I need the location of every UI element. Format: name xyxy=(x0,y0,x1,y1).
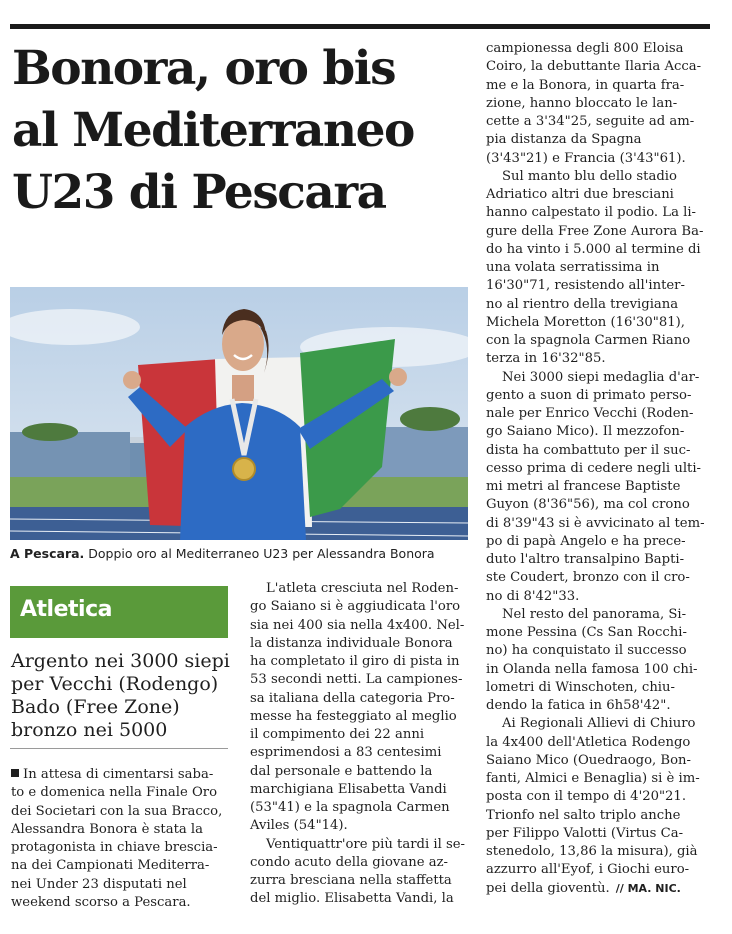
text-line xyxy=(486,533,708,551)
text-line-content: L'atleta cresciuta nel Roden- xyxy=(266,581,459,596)
text-line xyxy=(486,442,708,460)
text-line-content: Trionfo nel salto triplo anche xyxy=(486,807,681,823)
text-line-content: lometri di Winschoten, chiu- xyxy=(486,679,675,695)
text-line xyxy=(250,598,468,616)
text-line-content: dei Societari con la sua Bracco, xyxy=(11,803,223,819)
text-line-content: Nel resto del panorama, Si- xyxy=(502,606,687,622)
text-line xyxy=(486,515,708,533)
text-line-content: la 4x400 dell'Atletica Rodengo xyxy=(486,734,691,750)
text-line-content: del miglio. Elisabetta Vandi, la xyxy=(250,891,454,907)
text-line-content: dista ha combattuto per il suc- xyxy=(486,442,691,458)
section-label: Atletica xyxy=(20,597,112,622)
text-line xyxy=(250,763,468,781)
text-line-content: sa italiana della categoria Pro- xyxy=(250,690,455,706)
text-line xyxy=(11,876,227,894)
text-line xyxy=(486,77,708,95)
text-line-content: ha completato il giro di pista in xyxy=(250,654,460,669)
text-line xyxy=(486,277,708,295)
text-line-content: 53 secondi netti. La campiones- xyxy=(250,672,463,688)
photo-caption xyxy=(10,546,470,561)
text-line-content: hanno calpestato il podio. La li- xyxy=(486,205,697,221)
text-line-content: In attesa di cimentarsi saba- xyxy=(23,767,214,782)
text-line xyxy=(250,635,468,653)
text-line xyxy=(486,186,708,204)
text-line xyxy=(486,825,708,843)
text-line xyxy=(11,857,227,875)
text-line-content: no) ha conquistato il successo xyxy=(486,643,687,659)
text-line-content: in Olanda nella famosa 100 chi- xyxy=(486,661,698,677)
text-line xyxy=(250,690,468,708)
text-line-content: po di papà Angelo e ha prece- xyxy=(486,533,686,549)
text-line xyxy=(486,624,708,642)
article-photo xyxy=(10,287,468,540)
text-line-content: stenedolo, 13,86 la misura), già xyxy=(486,844,698,859)
text-line-content: di 8'39"43 si è avvicinato al tem- xyxy=(486,515,705,531)
text-line xyxy=(250,836,468,854)
text-line xyxy=(486,314,708,332)
text-line-content: duto l'altro transalpino Bapti- xyxy=(486,552,685,567)
headline-line: Bonora, oro bis xyxy=(12,41,396,96)
text-line xyxy=(486,569,708,587)
text-line xyxy=(486,697,708,715)
text-line xyxy=(250,799,468,817)
text-line xyxy=(486,204,708,222)
text-line xyxy=(250,817,468,835)
text-line-content: Saiano Mico (Ouedraogo, Bon- xyxy=(486,752,691,768)
text-line-content: per Filippo Valotti (Virtus Ca- xyxy=(486,825,684,841)
text-line xyxy=(486,58,708,76)
text-line-content: go Saiano si è aggiudicata l'oro xyxy=(250,599,461,615)
text-line xyxy=(486,715,708,733)
text-line-content: do ha vinto i 5.000 al termine di xyxy=(486,241,701,257)
text-line xyxy=(11,766,227,784)
text-line-content: pia distanza da Spagna xyxy=(486,132,642,148)
headline-line: U23 di Pescara xyxy=(12,165,386,220)
text-line-content: una volata serratissima in xyxy=(486,260,660,275)
text-line-content: Michela Moretton (16'30"81), xyxy=(486,314,685,330)
text-line-content: go Saiano Mico). Il mezzofon- xyxy=(486,424,685,440)
subheadline-line: Argento nei 3000 siepi xyxy=(11,650,230,672)
text-line xyxy=(11,821,227,839)
text-line xyxy=(486,606,708,624)
subheadline-rule xyxy=(10,748,228,749)
text-line xyxy=(11,894,227,912)
text-line xyxy=(250,653,468,671)
text-line xyxy=(250,708,468,726)
caption-lead: A Pescara. xyxy=(10,546,85,561)
text-line xyxy=(486,387,708,405)
text-line xyxy=(486,369,708,387)
text-line-content: cesso prima di cedere negli ulti- xyxy=(486,460,702,476)
article-column-2 xyxy=(250,580,468,909)
text-line xyxy=(486,259,708,277)
text-line xyxy=(250,744,468,762)
text-line xyxy=(250,872,468,890)
text-line xyxy=(486,788,708,806)
text-line-content: mone Pessina (Cs San Rocchi- xyxy=(486,625,687,640)
text-line-content: Nei 3000 siepi medaglia d'ar- xyxy=(502,369,700,385)
text-line-content: con la spagnola Carmen Riano xyxy=(486,333,691,348)
text-line-content: to e domenica nella Finale Oro xyxy=(11,785,218,801)
text-line-content: protagonista in chiave brescia- xyxy=(11,840,218,855)
text-line xyxy=(486,350,708,368)
text-line xyxy=(486,131,708,149)
text-line-content: ste Coudert, bronzo con il cro- xyxy=(486,570,690,586)
text-line-content: il compimento dei 22 anni xyxy=(250,727,425,742)
text-line-content: la distanza individuale Bonora xyxy=(250,635,453,651)
text-line-content: azzurro all'Eyof, i Giochi euro- xyxy=(486,862,690,878)
subheadline-line: per Vecchi (Rodengo) xyxy=(11,673,219,695)
text-line xyxy=(486,588,708,606)
headline xyxy=(12,38,472,224)
text-line-content: Guyon (8'36"56), ma col crono xyxy=(486,497,690,513)
text-line xyxy=(486,332,708,350)
text-line xyxy=(486,861,708,879)
text-line xyxy=(486,478,708,496)
text-line xyxy=(11,839,227,857)
text-line xyxy=(486,770,708,788)
text-line xyxy=(486,661,708,679)
text-line xyxy=(486,223,708,241)
text-line xyxy=(486,679,708,697)
text-line xyxy=(486,113,708,131)
text-line xyxy=(486,642,708,660)
headline-line: al Mediterraneo xyxy=(12,103,414,158)
text-line xyxy=(486,296,708,314)
text-line-content: posta con il tempo di 4'20"21. xyxy=(486,789,687,805)
text-line-content: Ai Regionali Allievi di Chiuro xyxy=(502,716,696,732)
text-line-content: marchigiana Elisabetta Vandi xyxy=(250,781,447,797)
text-line-content: dendo la fatica in 6h58'42". xyxy=(486,698,671,713)
subheadline-line: Bado (Free Zone) xyxy=(11,696,180,718)
subheadline xyxy=(11,650,233,742)
text-line xyxy=(486,880,708,898)
text-line xyxy=(486,460,708,478)
text-line-content: pei della gioventù. xyxy=(486,880,610,896)
text-line xyxy=(486,807,708,825)
text-line-content: Sul manto blu dello stadio xyxy=(502,168,677,184)
text-line-content: fanti, Almici e Benaglia) si è im- xyxy=(486,771,700,786)
top-rule xyxy=(10,24,710,29)
text-line xyxy=(486,241,708,259)
text-line xyxy=(250,617,468,635)
text-line xyxy=(486,551,708,569)
subheadline-line: bronzo nei 5000 xyxy=(11,719,168,741)
text-line xyxy=(486,843,708,861)
text-line-content: me e la Bonora, in quarta fra- xyxy=(486,77,685,93)
text-line-content: gento a suon di primato perso- xyxy=(486,387,692,403)
text-line xyxy=(250,781,468,799)
text-line-content: (3'43"21) e Francia (3'43"61). xyxy=(486,150,686,166)
text-line-content: dal personale e battendo la xyxy=(250,763,433,779)
text-line xyxy=(486,95,708,113)
caption-text: Doppio oro al Mediterraneo U23 per Alessandra Bonora xyxy=(84,546,435,561)
text-line-content: sia nei 400 sia nella 4x400. Nel- xyxy=(250,617,465,633)
text-line-content: esprimendosi a 83 centesimi xyxy=(250,745,442,761)
text-line xyxy=(11,784,227,802)
text-line-content: nale per Enrico Vecchi (Roden- xyxy=(486,406,694,421)
text-line-content: cette a 3'34"25, seguite ad am- xyxy=(486,114,695,129)
text-line-content: nei Under 23 disputati nel xyxy=(11,876,187,892)
article-column-3 xyxy=(486,40,708,898)
text-line-content: (53"41) e la spagnola Carmen xyxy=(250,800,450,815)
text-line xyxy=(486,168,708,186)
text-line-content: messe ha festeggiato al meglio xyxy=(250,708,457,724)
text-line xyxy=(250,890,468,908)
text-line-content: Adriatico altri due bresciani xyxy=(486,187,674,202)
text-line xyxy=(486,150,708,168)
text-line xyxy=(486,734,708,752)
text-line-content: 16'30"71, resistendo all'inter- xyxy=(486,278,685,294)
text-line xyxy=(250,580,468,598)
text-line-content: zione, hanno bloccato le lan- xyxy=(486,95,678,111)
text-line-content: Aviles (54"14). xyxy=(250,818,348,834)
text-line-content: terza in 16'32"85. xyxy=(486,351,606,367)
text-line xyxy=(250,726,468,744)
text-line-content: zurra bresciana nella staffetta xyxy=(250,873,452,888)
author-signature: // MA. NIC. xyxy=(615,881,681,895)
text-line xyxy=(250,854,468,872)
text-line xyxy=(486,752,708,770)
text-line-content: Ventiquattr'ore più tardi il se- xyxy=(266,836,466,852)
text-line-content: no di 8'42"33. xyxy=(486,588,580,604)
text-line-content: gure della Free Zone Aurora Ba- xyxy=(486,223,704,239)
text-line-content: mi metri al francese Baptiste xyxy=(486,479,681,494)
text-line xyxy=(11,803,227,821)
text-line-content: Alessandra Bonora è stata la xyxy=(11,821,204,837)
text-line-content: campionessa degli 800 Eloisa xyxy=(486,41,684,56)
article-column-1 xyxy=(11,766,227,912)
text-line xyxy=(250,671,468,689)
text-line-content: na dei Campionati Mediterra- xyxy=(11,858,210,874)
text-line xyxy=(486,405,708,423)
text-line-content: condo acuto della giovane az- xyxy=(250,854,448,870)
text-line-content: weekend scorso a Pescara. xyxy=(11,894,191,910)
text-line-content: no al rientro della trevigiana xyxy=(486,296,679,312)
bullet-square-icon xyxy=(11,769,19,777)
text-line xyxy=(486,423,708,441)
text-line-content: Coiro, la debuttante Ilaria Acca- xyxy=(486,59,702,75)
text-line xyxy=(486,496,708,514)
text-line xyxy=(486,40,708,58)
